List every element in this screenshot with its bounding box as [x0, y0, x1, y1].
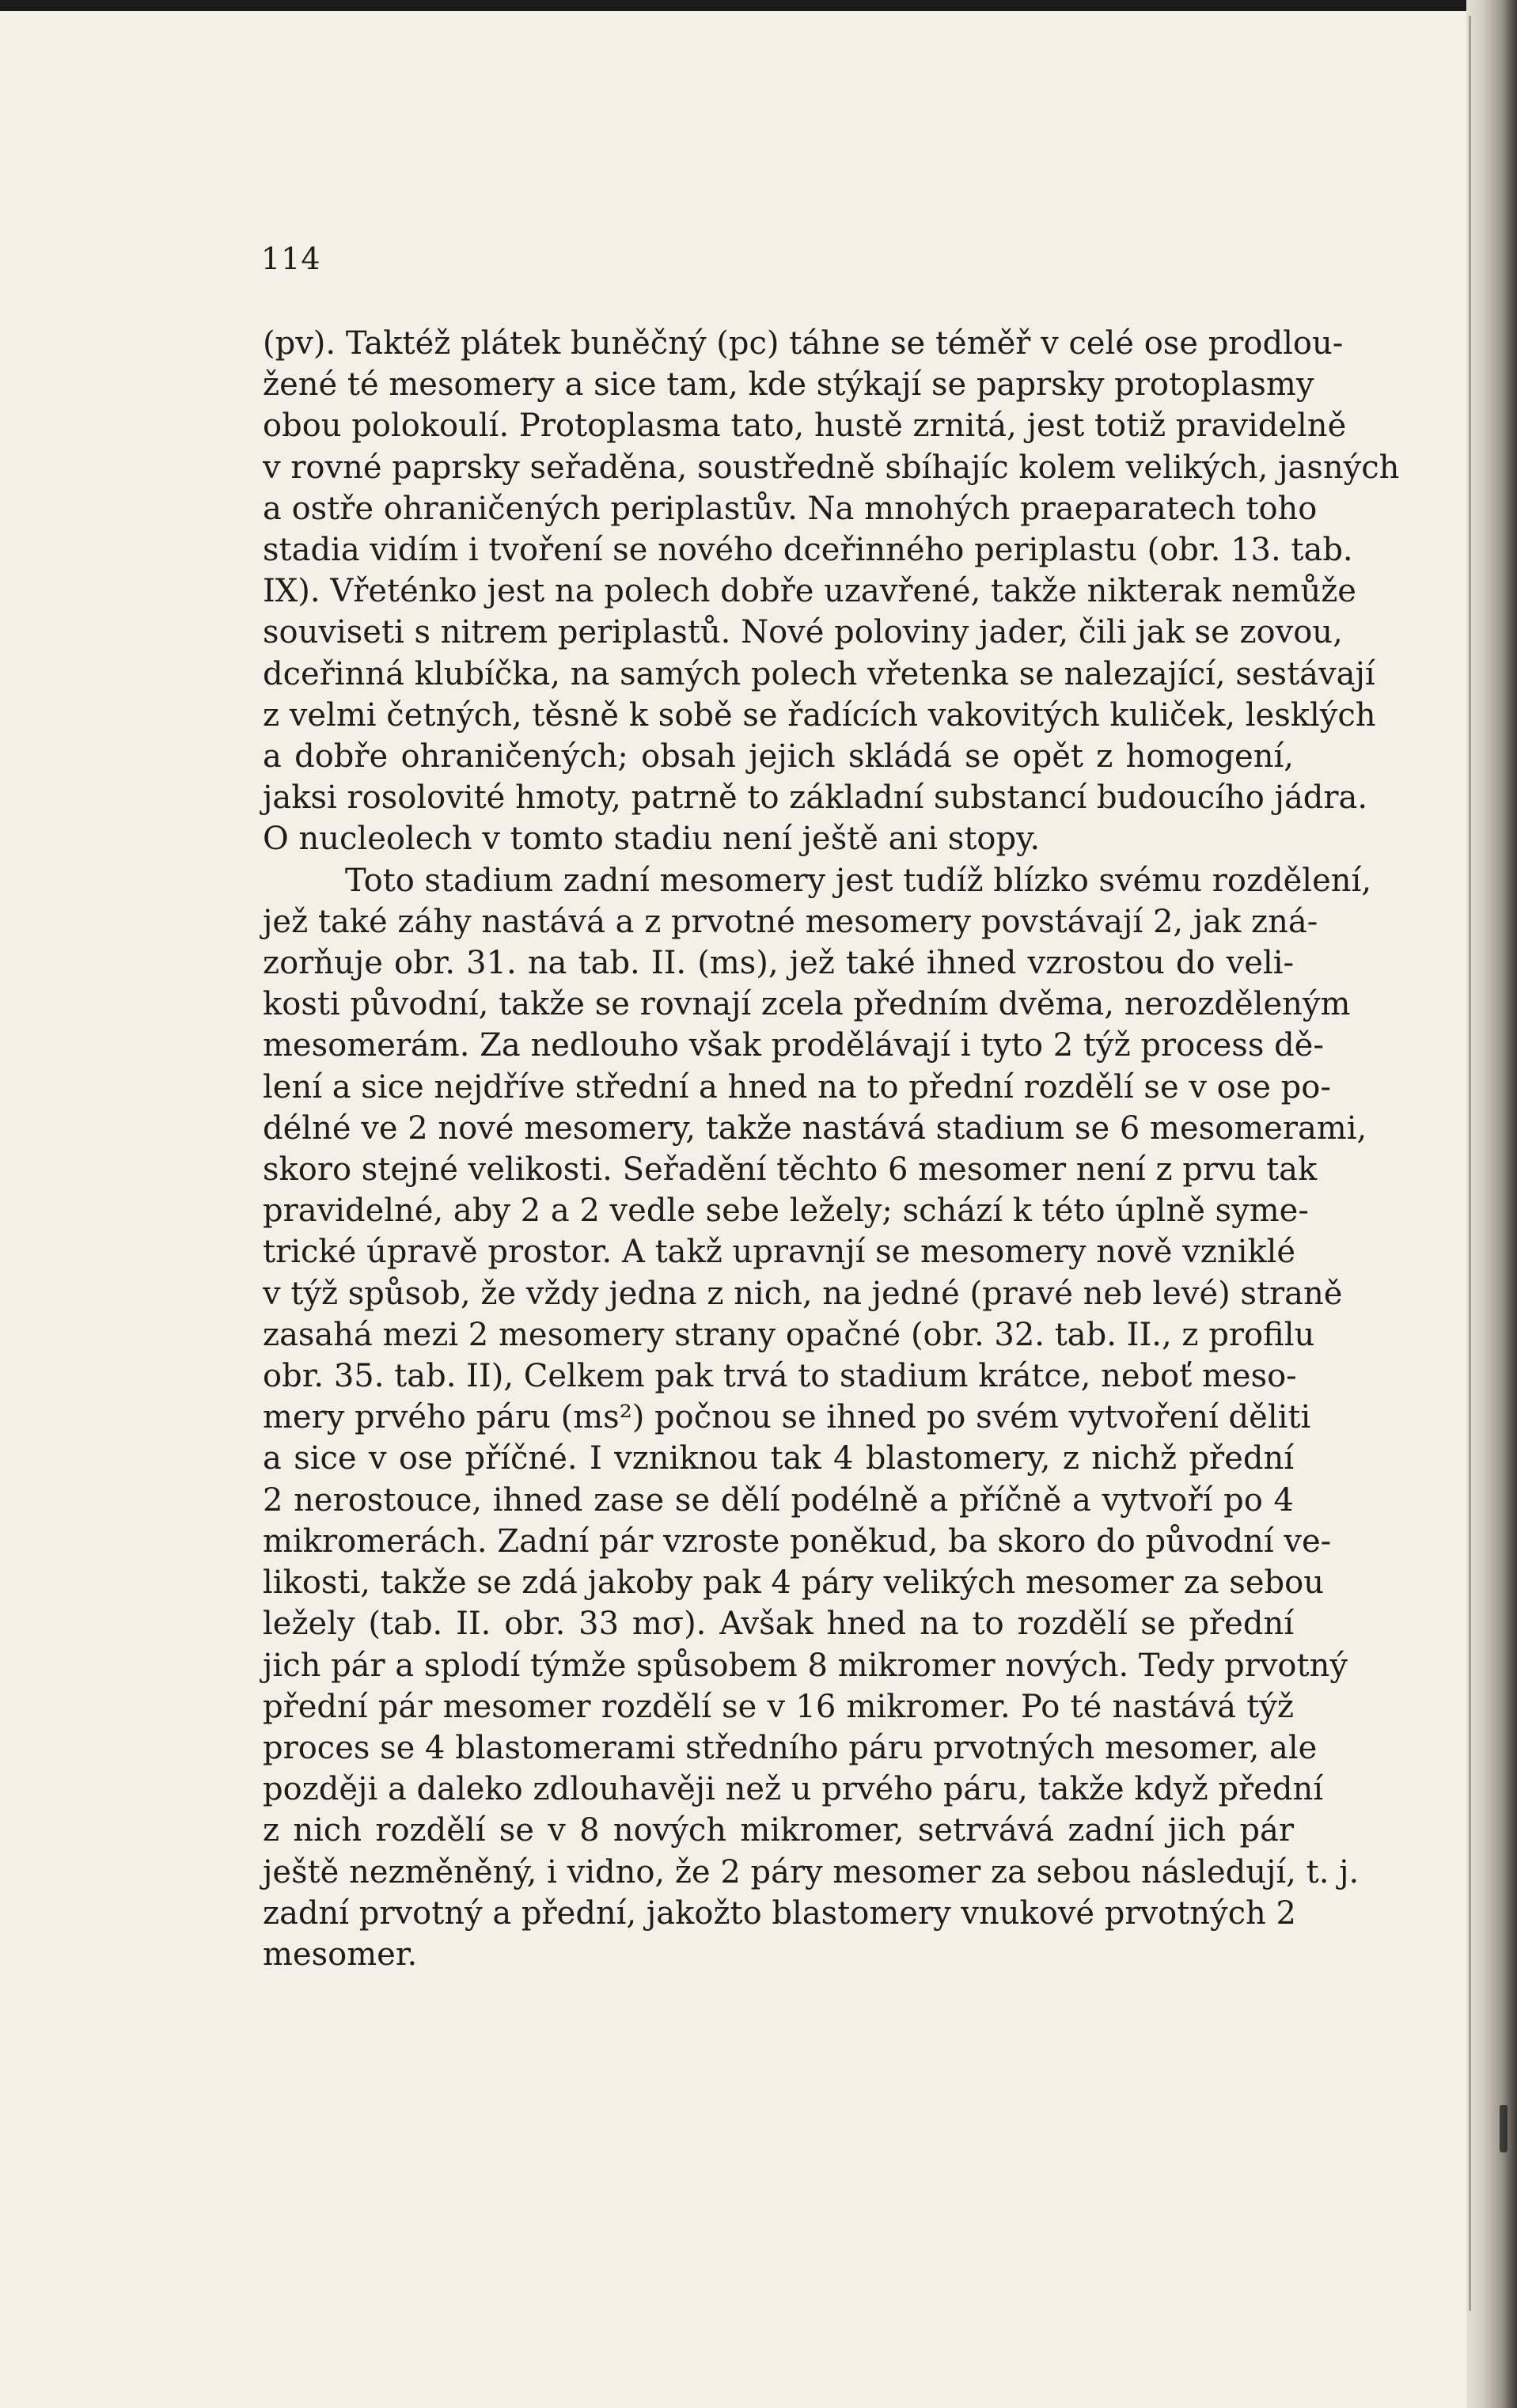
text-line: z nich rozdělí se v 8 nových mikromer, setrvává zadní jich pár: [263, 1812, 1294, 1849]
text-line: O nucleolech v tomto stadiu není ještě ani stopy.: [263, 821, 1041, 858]
text-line: likosti, takže se zdá jakoby pak 4 páry velikých mesomer za sebou: [263, 1564, 1324, 1602]
text-line: obou polokoulí. Protoplasma tato, hustě zrnitá, jest totiž pravidelně: [263, 408, 1347, 445]
page-number: 114: [261, 241, 321, 276]
text-line: délné ve 2 nové mesomery, takže nastává stadium se 6 mesomerami,: [263, 1109, 1367, 1147]
text-line: mesomer.: [263, 1936, 418, 1973]
text-line: zorňuje obr. 31. na tab. II. (ms), jež také ihned vzrostou do veli-: [263, 945, 1294, 982]
text-line: později a daleko zdlouhavěji než u prvého páru, takže když přední: [263, 1771, 1323, 1808]
body-text: [263, 323, 1400, 1975]
text-line: ještě nezměněný, i vidno, že 2 páry mesomer za sebou následují, t. j.: [263, 1853, 1360, 1890]
text-line: v týž spůsob, že vždy jedna z nich, na jedné (pravé neb levé) straně: [263, 1275, 1343, 1312]
text-line: 2 nerostouce, ihned zase se dělí podélně a příčně a vytvoří po 4: [263, 1481, 1294, 1519]
binding-gutter-shadow: [1466, 0, 1517, 2408]
text-line: mikromerách. Zadní pár vzroste poněkud, ba skoro do původní ve-: [263, 1523, 1332, 1560]
text-line: Toto stadium zadní mesomery jest tudíž blízko svému rozdělení,: [345, 862, 1372, 899]
text-line: lení a sice nejdříve střední a hned na to přední rozdělí se v ose po-: [263, 1068, 1331, 1105]
text-line: žené té mesomery a sice tam, kde stýkají se paprsky protoplasmy: [263, 366, 1314, 404]
text-line: obr. 35. tab. II), Celkem pak trvá to stadium krátce, neboť meso-: [263, 1358, 1297, 1395]
text-line: skoro stejné velikosti. Seřadění těchto 6 mesomer není z prvu tak: [263, 1151, 1318, 1189]
text-line: ležely (tab. II. obr. 33 mσ). Avšak hned na to rozdělí se přední: [263, 1606, 1294, 1643]
text-line: stadia vidím i tvoření se nového dceřinného periplastu (obr. 13. tab.: [263, 532, 1353, 569]
binding-fold-line: [1469, 16, 1471, 2311]
text-line: souviseti s nitrem periplastů. Nové poloviny jader, čili jak se zovou,: [263, 614, 1343, 651]
text-line: jaksi rosolovité hmoty, patrně to základní substancí budoucího jádra.: [263, 779, 1368, 817]
text-line: přední pár mesomer rozdělí se v 16 mikromer. Po té nastává týž: [263, 1688, 1294, 1725]
spine-mark: [1500, 2105, 1508, 2152]
text-line: mesomerám. Za nedlouho však prodělávají i tyto 2 týž process dě-: [263, 1027, 1324, 1064]
text-line: proces se 4 blastomerami středního páru prvotných mesomer, ale: [263, 1729, 1318, 1766]
text-line: zasahá mezi 2 mesomery strany opačné (obr. 32. tab. II., z profilu: [263, 1316, 1315, 1353]
text-line: dceřinná klubíčka, na samých polech vřetenka se nalezající, sestávají: [263, 655, 1375, 692]
text-line: a ostře ohraničených periplastův. Na mnohých praeparatech toho: [263, 490, 1318, 527]
text-line: jež také záhy nastává a z prvotné mesomery povstávají 2, jak zná-: [263, 903, 1318, 940]
text-line: a dobře ohraničených; obsah jejich skládá se opět z homogení,: [263, 738, 1294, 775]
text-line: pravidelné, aby 2 a 2 vedle sebe ležely; schází k této úplně syme-: [263, 1193, 1309, 1230]
text-line: (pv). Taktéž plátek buněčný (pc) táhne se téměř v celé ose prodlou-: [263, 325, 1344, 362]
text-line: z velmi četných, těsně k sobě se řadících vakovitých kuliček, lesklých: [263, 696, 1376, 734]
text-line: v rovné paprsky seřaděna, soustředně sbíhajíc kolem velikých, jasných: [263, 449, 1400, 486]
text-line: a sice v ose příčné. I vzniknou tak 4 blastomery, z nichž přední: [263, 1440, 1294, 1477]
top-scan-border: [0, 0, 1517, 11]
text-line: mery prvého páru (ms²) počnou se ihned po svém vytvoření děliti: [263, 1399, 1311, 1436]
text-line: trické úpravě prostor. A takž upravnjí se mesomery nově vzniklé: [263, 1234, 1296, 1271]
text-line: zadní prvotný a přední, jakožto blastomery vnukové prvotných 2: [263, 1894, 1296, 1932]
text-line: IX). Vřeténko jest na polech dobře uzavřené, takže nikterak nemůže: [263, 573, 1356, 610]
text-line: kosti původní, takže se rovnají zcela předním dvěma, nerozděleným: [263, 986, 1351, 1023]
text-line: jich pár a splodí týmže spůsobem 8 mikromer nových. Tedy prvotný: [263, 1647, 1348, 1684]
